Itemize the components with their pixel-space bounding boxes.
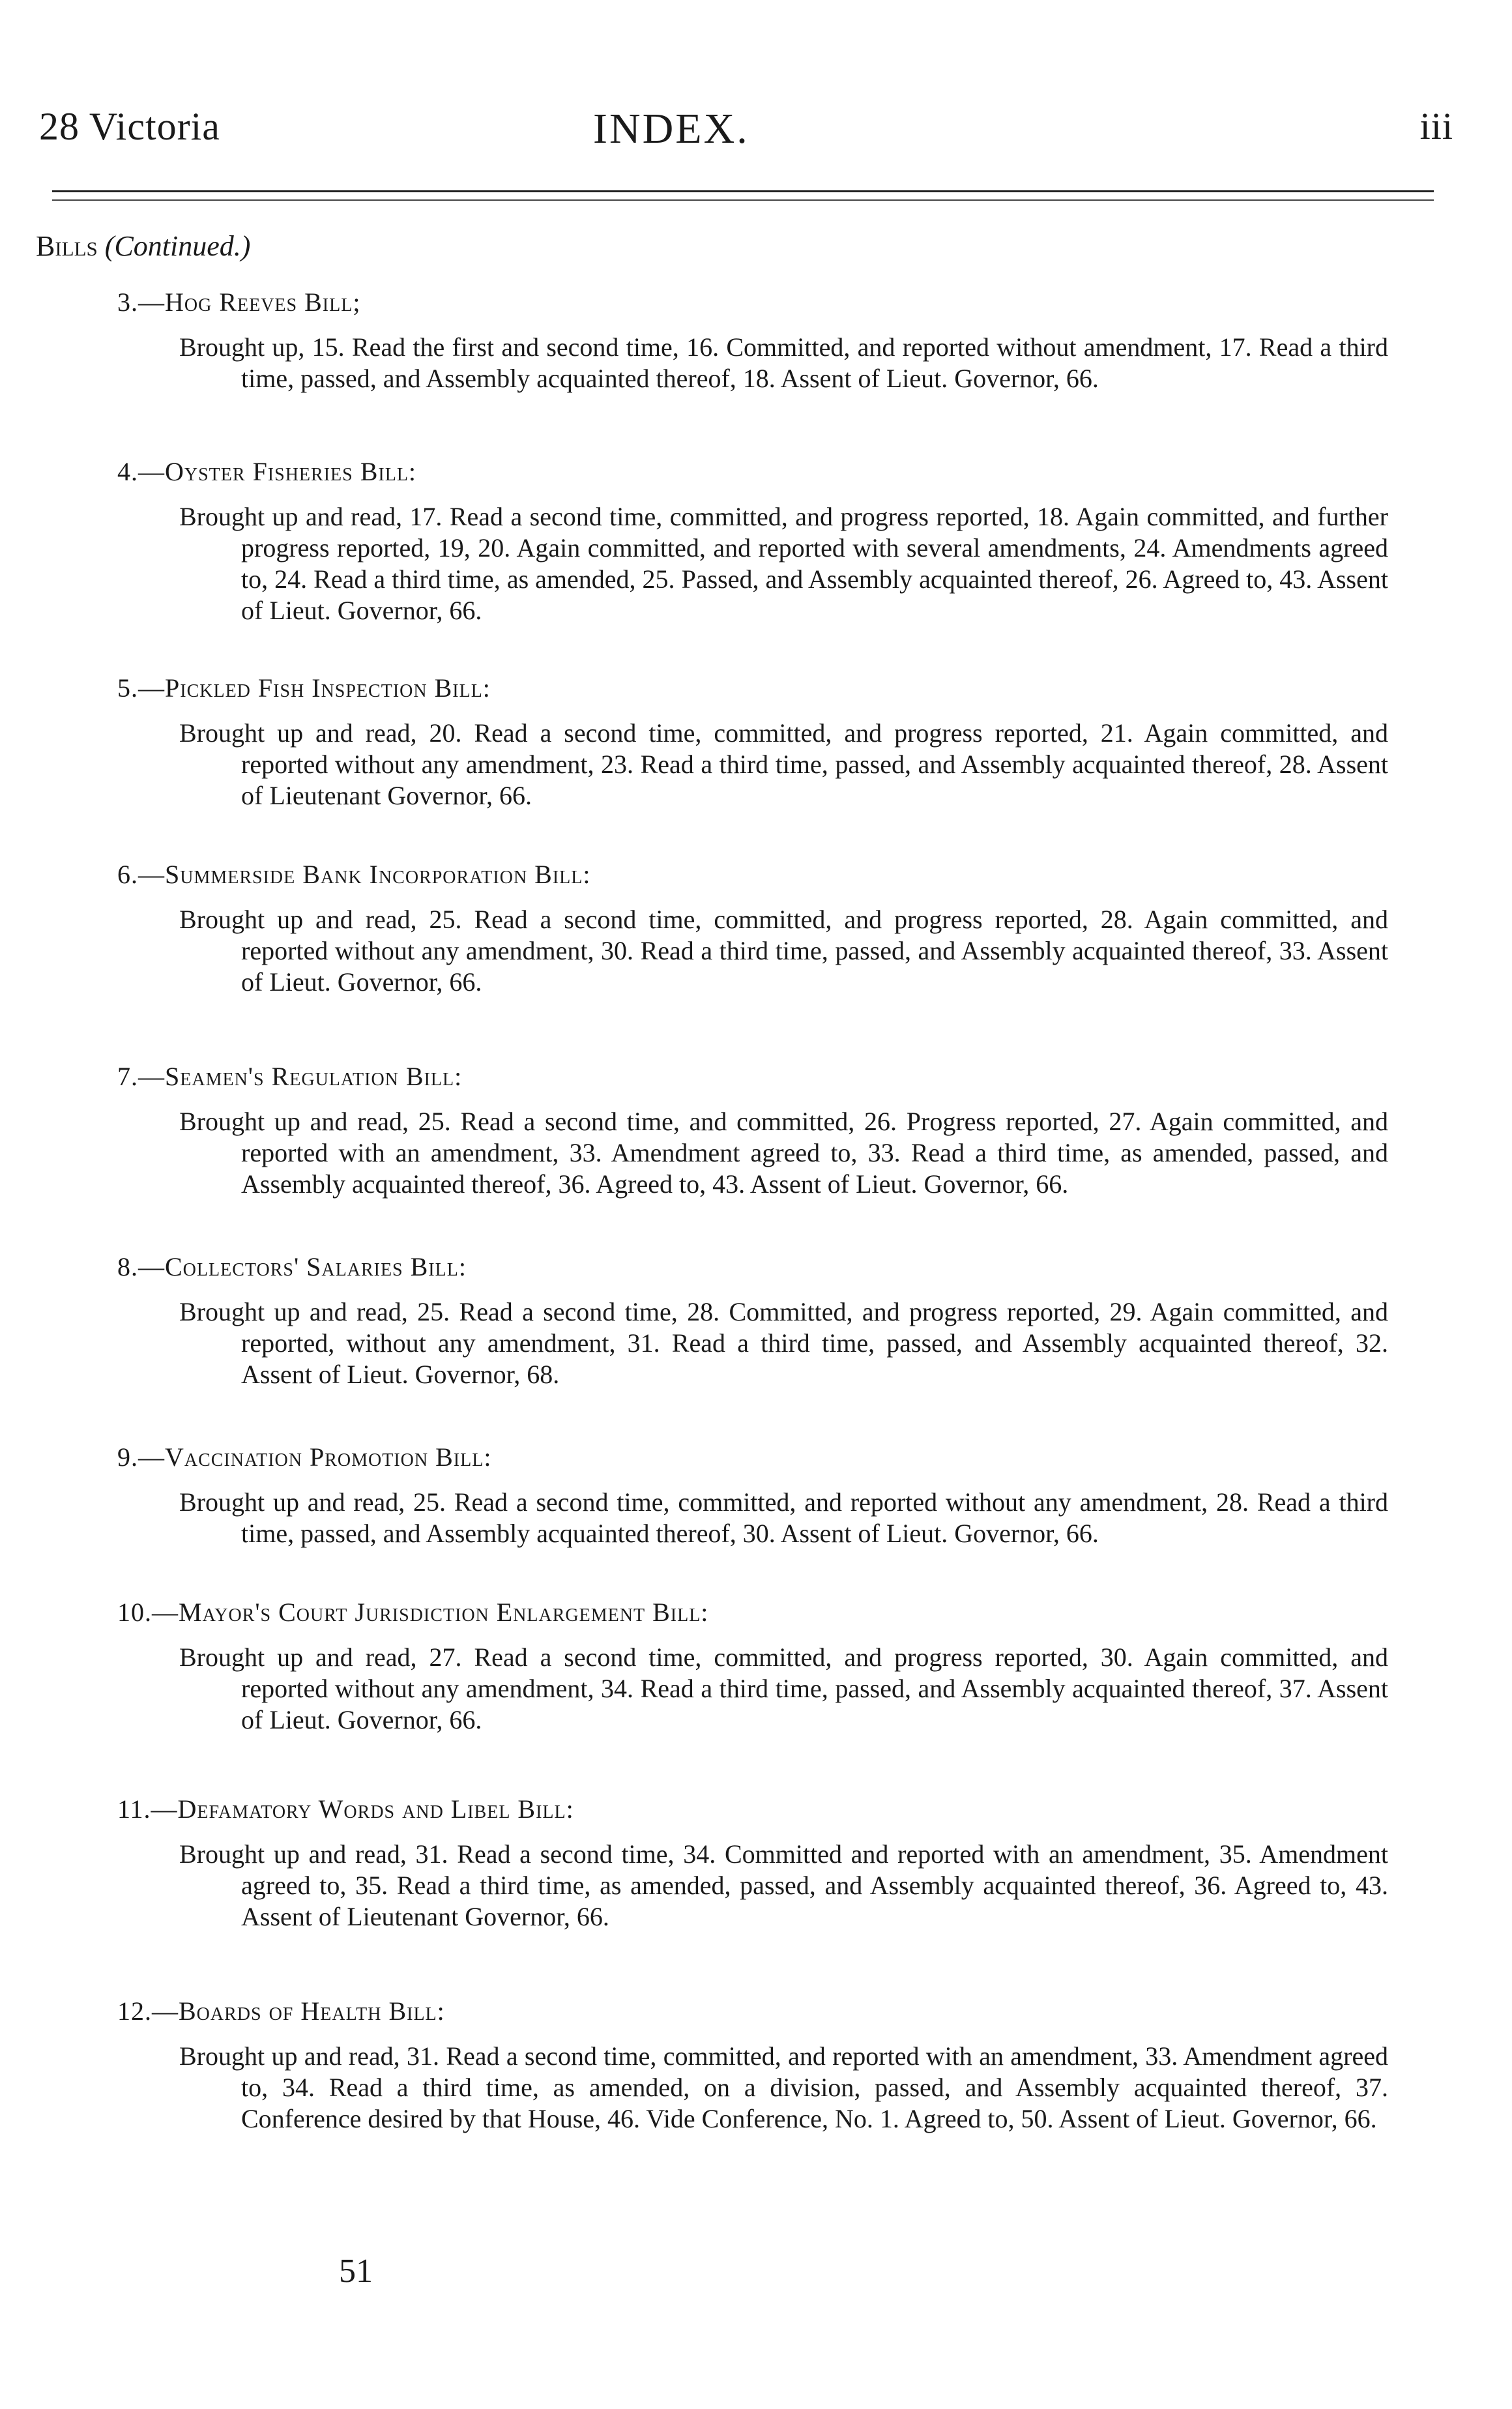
running-header-left: 28 Victoria [39,105,220,148]
bill-proceedings: Brought up and read, 25. Read a second time, 28. Committed, and progress reported, 29. Again committed, and reported, without any amendment, 31. Read a third time, passed, and Assembly acquainted thereof, 32. Assent of Lieut. Governor, 68. [179,1297,1388,1389]
bill-proceedings: Brought up and read, 17. Read a second time, committed, and progress reported, 18. Again committed, and further progress reported, 19, 20. Again committed, and reported with several amendments, 24. Amendments agreed to, 24. Read a third time, as amended, 25. Passed, and Assembly acquainted thereof, 26. Agreed to, 43. Assent of Lieut. Governor, 66. [179,502,1388,625]
bill-proceedings: Brought up and read, 25. Read a second time, committed, and progress reported, 28. Again committed, and reported without any amendment, 30. Read a third time, passed, and Assembly acquainted thereof, 33. Assent of Lieut. Governor, 66. [179,905,1388,997]
bill-title: 3.—Hog Reeves Bill; [117,287,361,317]
running-header-title: INDEX. [593,105,749,153]
bill-proceedings: Brought up and read, 25. Read a second time, and committed, 26. Progress reported, 27. Again committed, and reported with an amendment, 33. Amendment agreed to, 33. Read a third time, as amended, passed, and Assembly acquainted thereof, 36. Agreed to, 43. Assent of Lieut. Governor, 66. [179,1107,1388,1199]
bill-proceedings: Brought up, 15. Read the first and second time, 16. Committed, and reported without amendment, 17. Read a third time, passed, and Assembly acquainted thereof, 18. Assent of Lieut. Governor, 66. [179,332,1388,393]
bill-title: 9.—Vaccination Promotion Bill: [117,1442,492,1472]
bill-proceedings: Brought up and read, 31. Read a second time, committed, and reported with an amendment, 33. Amendment agreed to, 34. Read a third time, as amended, on a division, passed, and Assembly acquainted thereof, 37. Conference desired by that House, 46. Vide Conference, No. 1. Agreed to, 50. Assent of Lieut. Governor, 66. [179,2041,1388,2133]
bill-entry-6 [117,859,1388,998]
section-heading [36,229,250,263]
section-continued: (Continued.) [104,230,251,262]
bill-title: 4.—Oyster Fisheries Bill: [117,457,417,486]
bill-entry-4 [117,456,1388,626]
bill-title: 6.—Summerside Bank Incorporation Bill: [117,860,591,889]
bill-entry-10 [117,1597,1388,1736]
bill-entry-3 [117,287,1388,394]
bill-title: 5.—Pickled Fish Inspection Bill: [117,673,491,703]
running-header-page: iii [1419,105,1453,147]
bill-entry-5 [117,673,1388,811]
bill-title: 12.—Boards of Health Bill: [117,1996,445,2026]
bill-entry-9 [117,1442,1388,1549]
bill-entry-11 [117,1794,1388,1933]
bill-title: 8.—Collectors' Salaries Bill: [117,1252,467,1281]
bill-entry-7 [117,1061,1388,1200]
page-number: 51 [339,2253,373,2290]
bill-entry-8 [117,1251,1388,1390]
bill-proceedings: Brought up and read, 27. Read a second time, committed, and progress reported, 30. Again committed, and reported without any amendment, 34. Read a third time, passed, and Assembly acquainted thereof, 37. Assent of Lieut. Governor, 66. [179,1642,1388,1734]
bill-title: 11.—Defamatory Words and Libel Bill: [117,1794,574,1824]
bill-title: 10.—Mayor's Court Jurisdiction Enlargement Bill: [117,1598,709,1627]
bill-entry-12 [117,1996,1388,2135]
header-rule [52,190,1434,192]
bill-title: 7.—Seamen's Regulation Bill: [117,1062,463,1091]
header-rule-thin [52,199,1434,201]
bill-proceedings: Brought up and read, 31. Read a second time, 34. Committed and reported with an amendment, 35. Amendment agreed to, 35. Read a third time, as amended, passed, and Assembly acquainted thereof, 36. Agreed to, 43. Assent of Lieutenant Governor, 66. [179,1839,1388,1931]
bill-proceedings: Brought up and read, 25. Read a second time, committed, and reported without any amendment, 28. Read a third time, passed, and Assembly acquainted thereof, 30. Assent of Lieut. Governor, 66. [179,1487,1388,1548]
bill-proceedings: Brought up and read, 20. Read a second time, committed, and progress reported, 21. Again committed, and reported without any amendment, 23. Read a third time, passed, and Assembly acquainted thereof, 28. Assent of Lieutenant Governor, 66. [179,718,1388,810]
section-label: Bills [36,230,98,262]
